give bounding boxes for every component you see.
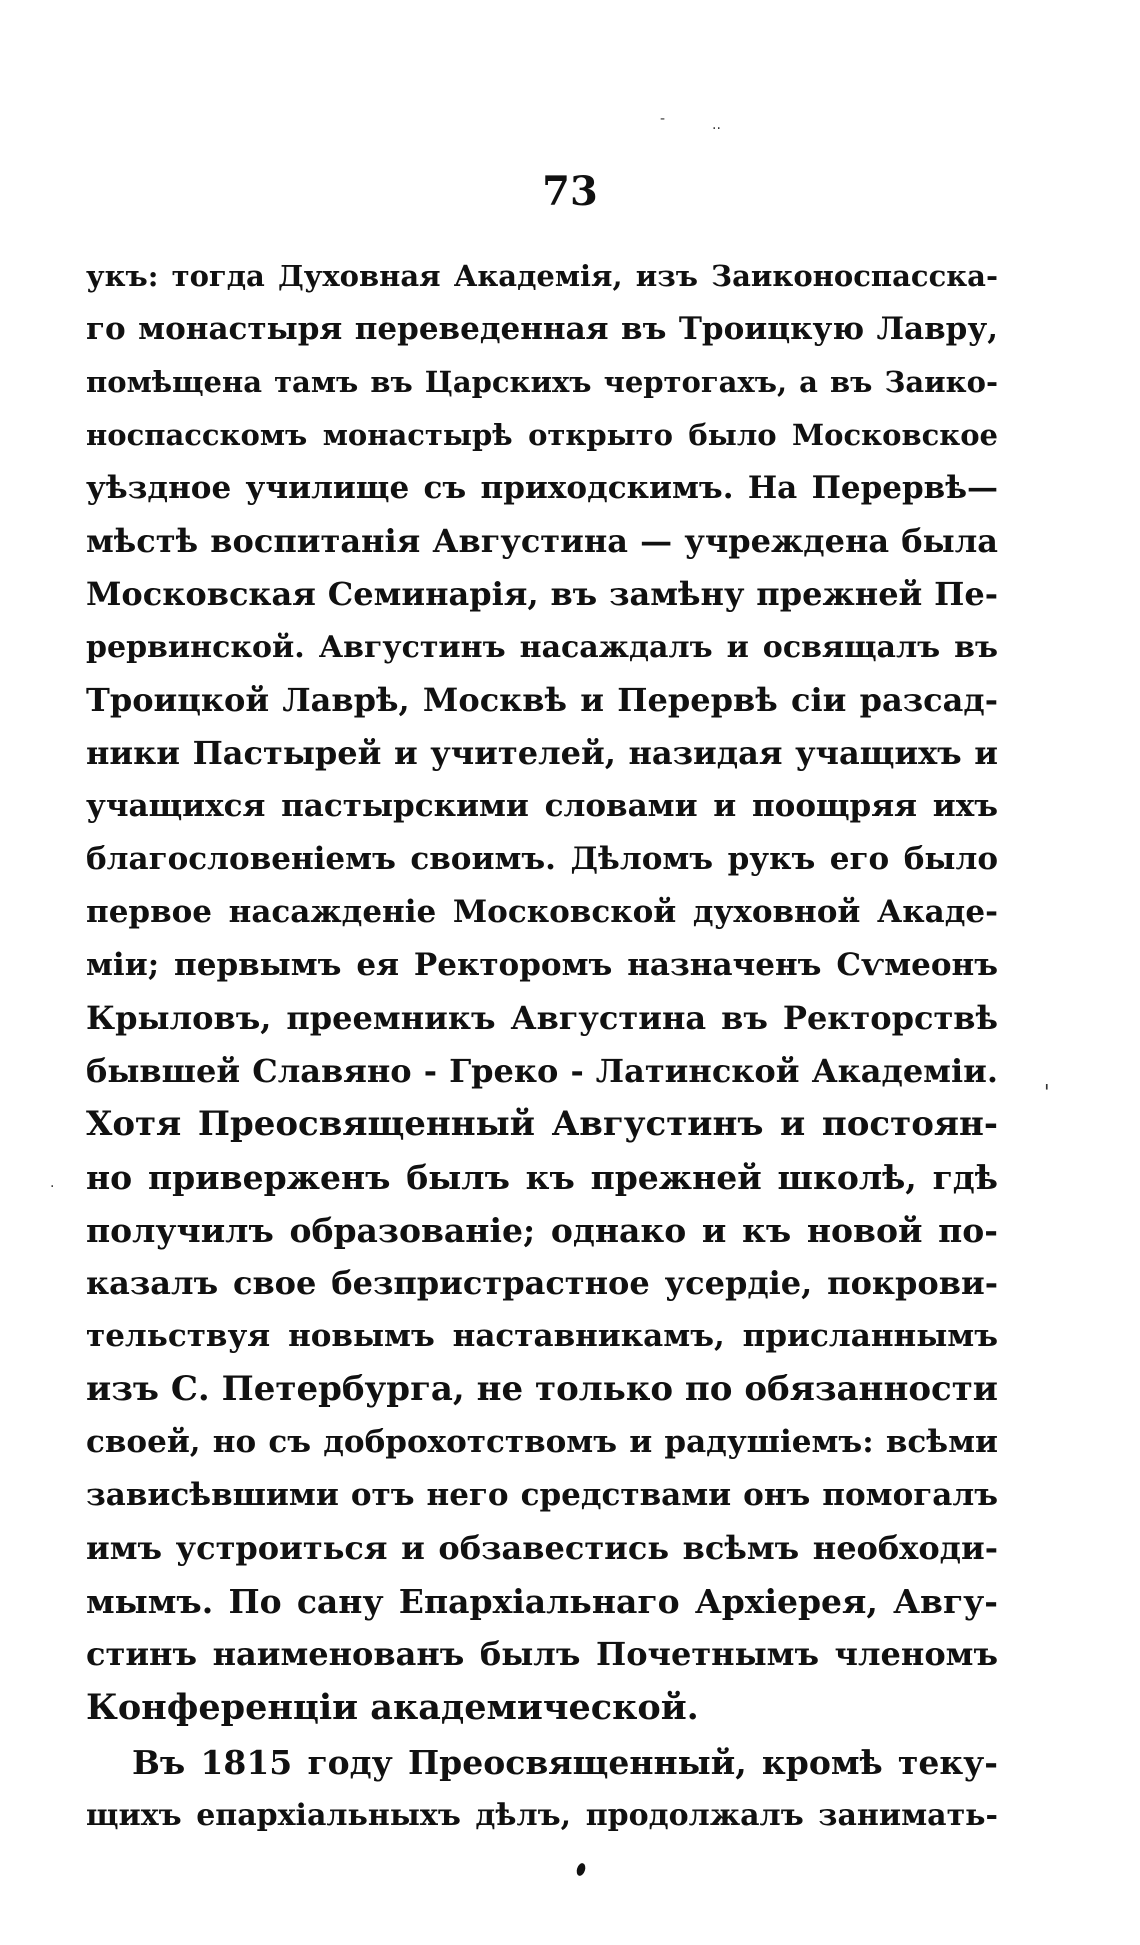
paragraph-start-line: Въ 1815 году Преосвященный, кромѣ теку-: [132, 1743, 998, 1782]
text-line: Московская Семинарія, въ замѣну прежней Пе-: [86, 575, 998, 613]
text-line: носпасскомъ монастырѣ открыто было Московское: [86, 418, 998, 452]
text-line: своей, но съ доброхотствомъ и радушіемъ: всѣми: [86, 1424, 998, 1460]
speck-mark: -: [660, 111, 666, 127]
text-line: го монастыря переведенная въ Троицкую Лавру,: [86, 311, 998, 347]
speck-mark: ': [1044, 1080, 1050, 1104]
speck-mark: ·: [50, 1179, 55, 1195]
text-line: бывшей Славяно - Греко - Латинской Академіи.: [86, 1052, 998, 1090]
text-line: учащихся пастырскими словами и поощряя ихъ: [86, 788, 998, 824]
text-line: міи; первымъ ея Ректоромъ назначенъ Сѵмеонъ: [86, 947, 998, 983]
text-line: получилъ образованіе; однако и къ новой по-: [86, 1211, 998, 1250]
text-line: первое насажденіе Московской духовной Акаде-: [86, 894, 998, 930]
text-line: Хотя Преосвященный Августинъ и постоян-: [86, 1104, 998, 1144]
text-line: рервинской. Августинъ насаждалъ и освящалъ въ: [86, 630, 998, 665]
speck-mark: ..: [712, 117, 721, 133]
text-line: Троицкой Лаврѣ, Москвѣ и Перервѣ сіи разсад-: [86, 681, 998, 719]
text-line: укъ: тогда Духовная Академія, изъ Заиконоспасска-: [86, 259, 998, 293]
text-line: ники Пастырей и учителей, назидая учащихъ и: [86, 734, 998, 772]
text-line: имъ устроиться и обзавестись всѣмъ необходи-: [86, 1529, 998, 1567]
text-line: стинъ наименованъ былъ Почетнымъ членомъ: [86, 1635, 998, 1673]
text-line: изъ С. Петербурга, не только по обязанности: [86, 1369, 998, 1409]
text-line: тельствуя новымъ наставникамъ, присланнымъ: [86, 1318, 998, 1354]
text-line: Крыловъ, преемникъ Августина въ Ректорствѣ: [86, 999, 998, 1037]
paragraph-end-line: Конференціи академической.: [86, 1687, 699, 1728]
text-line: казалъ свое безпристрастное усердіе, покрови-: [86, 1264, 998, 1302]
text-line: щихъ епархіальныхъ дѣлъ, продолжалъ занимать-: [86, 1798, 998, 1833]
text-line: но приверженъ былъ къ прежней школѣ, гдѣ: [86, 1158, 998, 1197]
text-line: уѣздное училище съ приходскимъ. На Перервѣ—: [86, 470, 998, 506]
ink-dot: [575, 1862, 587, 1877]
page-number: 73: [542, 168, 598, 215]
text-line: мѣстѣ воспитанія Августина — учреждена была: [86, 522, 998, 560]
text-line: зависѣвшими отъ него средствами онъ помогалъ: [86, 1477, 998, 1513]
body-text: [86, 250, 998, 1842]
text-line: помѣщена тамъ въ Царскихъ чертогахъ, а въ Заико-: [86, 365, 998, 399]
text-line: мымъ. По сану Епархіальнаго Архіерея, Авгу-: [86, 1582, 998, 1621]
text-line: благословеніемъ своимъ. Дѣломъ рукъ его было: [86, 841, 998, 877]
